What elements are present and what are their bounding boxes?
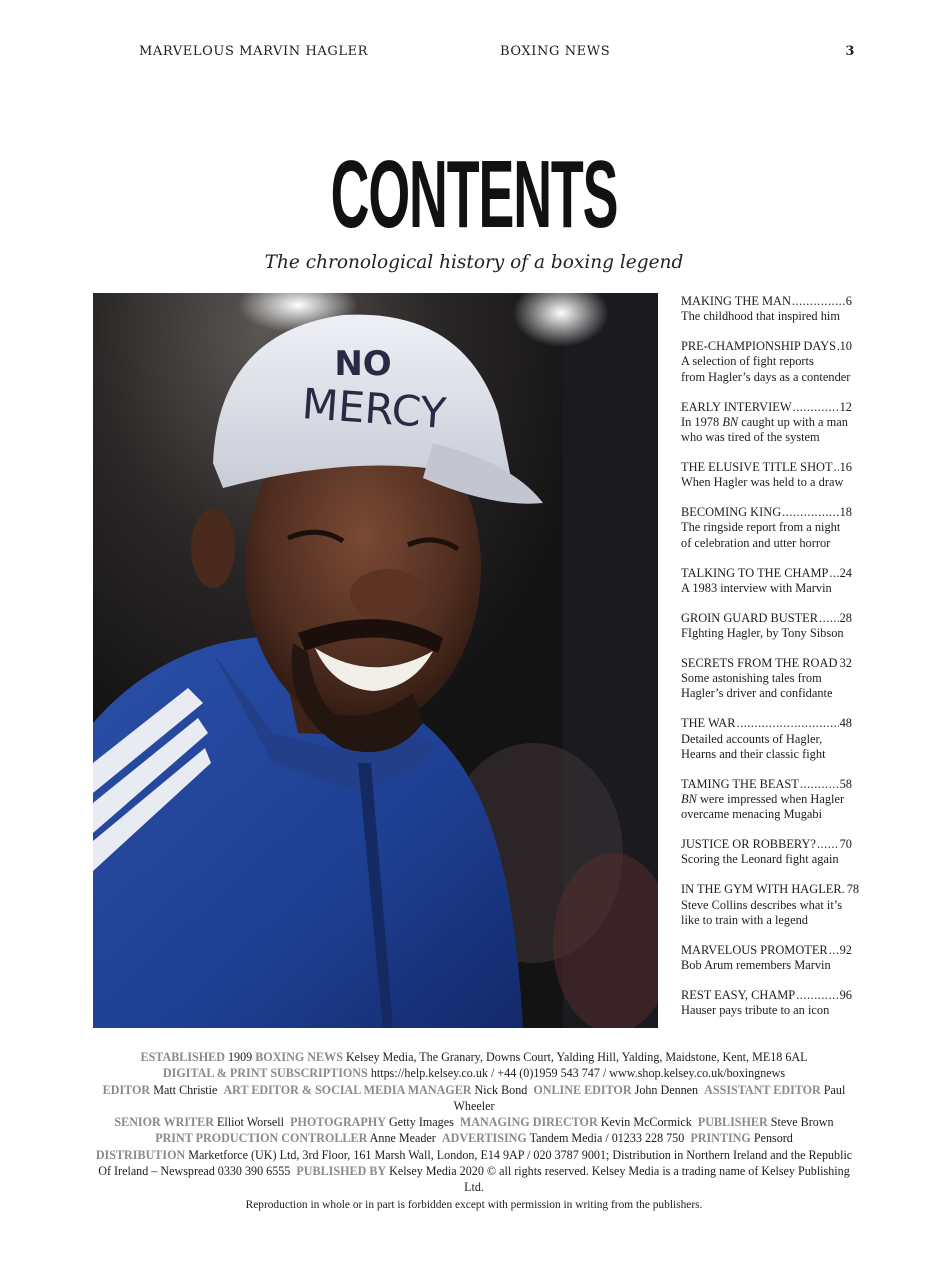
credit-label: DISTRIBUTION (95, 1147, 186, 1162)
credit-value: John Dennen (634, 1082, 699, 1097)
toc-entry-heading (681, 460, 852, 475)
toc-entry-description: Detailed accounts of Hagler, (681, 731, 823, 746)
toc-entry-description: from Hagler’s days as a contender (681, 369, 851, 384)
toc-leader-dots (782, 505, 838, 520)
credit-label: PUBLISHED BY (296, 1164, 387, 1179)
toc-entry-page: 10 (839, 339, 852, 354)
credits-block (93, 1049, 855, 1213)
toc-entry-title: PRE-CHAMPIONSHIP DAYS (681, 339, 837, 354)
credit-label: ONLINE EDITOR (533, 1082, 632, 1097)
toc-leader-dots (792, 294, 845, 309)
toc-leader-dots (817, 837, 839, 852)
toc-entry-title: EARLY INTERVIEW (681, 399, 792, 414)
table-of-contents (681, 294, 860, 1033)
credit-label: PRINTING (690, 1131, 751, 1146)
toc-entry-description: The ringside report from a night (681, 520, 841, 535)
toc-entry-title: THE ELUSIVE TITLE SHOT (681, 460, 833, 475)
toc-entry (681, 837, 852, 867)
toc-entry-heading (681, 988, 852, 1003)
toc-entry-heading (681, 611, 852, 626)
toc-entry-page: 18 (839, 505, 852, 520)
toc-entry-heading (681, 400, 852, 415)
toc-entry-page: 28 (839, 610, 852, 625)
toc-entry (681, 988, 852, 1018)
toc-entry-title: MAKING THE MAN (681, 294, 791, 308)
credit-label: MANAGING DIRECTOR (459, 1115, 598, 1130)
toc-entry-description: overcame menacing Mugabi (681, 807, 823, 822)
toc-entry (681, 460, 852, 490)
page-number: 3 (845, 44, 855, 59)
toc-entry-title: MARVELOUS PROMOTER (681, 942, 828, 957)
credit-value: Matt Christie (153, 1082, 218, 1097)
toc-entry (681, 882, 860, 928)
toc-leader-dots (819, 611, 839, 626)
toc-entry-page: 96 (839, 988, 852, 1003)
toc-entry-description: Some astonishing tales from (681, 671, 822, 686)
toc-entry-description: A 1983 interview with Marvin (681, 580, 832, 595)
toc-entry-page: 24 (839, 565, 852, 580)
toc-entry-description: FIghting Hagler, by Tony Sibson (681, 626, 844, 641)
toc-leader-dots (829, 566, 838, 581)
credit-value: Elliot Worsell (217, 1115, 285, 1130)
credit-label: BOXING NEWS (255, 1050, 343, 1064)
credit-label: PHOTOGRAPHY (290, 1115, 386, 1130)
toc-entry-page: 32 (839, 656, 852, 671)
toc-entry (681, 716, 852, 762)
credit-label: SENIOR WRITER (114, 1115, 214, 1130)
toc-entry (681, 566, 852, 596)
toc-entry-title: TAMING THE BEAST (681, 776, 799, 791)
toc-entry-description: Scoring the Leonard fight again (681, 852, 839, 867)
page-title: CONTENTS (330, 141, 618, 248)
credit-value: https://help.kelsey.co.uk / +44 (0)1959 543 747 / www.shop.kelsey.co.uk/boxingnews (370, 1066, 786, 1081)
toc-entry-description: Bob Arum remembers Marvin (681, 958, 831, 973)
toc-entry (681, 656, 852, 702)
toc-leader-dots (837, 339, 839, 354)
toc-entry-description: In 1978 BN caught up with a man (681, 414, 848, 429)
toc-entry-title: REST EASY, CHAMP (681, 988, 796, 1003)
toc-entry-description: The childhood that inspired him (681, 309, 840, 324)
toc-entry-page: 58 (839, 776, 852, 791)
toc-entry-description: A selection of fight reports (681, 354, 814, 369)
toc-entry-description: BN were impressed when Hagler (681, 792, 845, 807)
toc-entry-description: of celebration and utter horror (681, 535, 831, 550)
page-subtitle: The chronological history of a boxing legend (264, 252, 684, 273)
credit-value: Anne Meader (369, 1131, 436, 1146)
toc-entry-description: Steve Collins describes what it’s (681, 897, 843, 912)
credit-value: 1909 (228, 1050, 253, 1064)
credit-label: EDITOR (102, 1082, 151, 1097)
credit-value: Kevin McCormick (600, 1115, 692, 1130)
credit-value: Tandem Media / 01233 228 750 (529, 1131, 685, 1146)
toc-entry-title: TALKING TO THE CHAMP (681, 565, 829, 580)
toc-entry-title: JUSTICE OR ROBBERY? (681, 837, 816, 852)
running-header (139, 44, 855, 62)
cap-text-mercy: MERCY (300, 379, 448, 439)
credit-label: ADVERTISING (441, 1131, 527, 1146)
toc-entry-description: like to train with a legend (681, 912, 808, 927)
toc-entry-page: 16 (839, 460, 852, 475)
credit-value: Kelsey Media 2020 © all rights reserved. Kelsey Media is a trading name of Kelsey Publishing Ltd. (389, 1164, 850, 1195)
toc-entry-heading (681, 656, 852, 671)
toc-entry (681, 339, 852, 385)
toc-entry-description: Hagler’s driver and confidante (681, 686, 833, 701)
toc-entry-page: 12 (839, 399, 852, 414)
credit-value: Paul Wheeler (453, 1082, 846, 1113)
toc-entry-description: who was tired of the system (681, 430, 820, 445)
toc-entry-title: SECRETS FROM THE ROAD (681, 656, 838, 671)
toc-entry-heading (681, 716, 852, 731)
toc-entry (681, 777, 852, 823)
reproduction-notice: Reproduction in whole or in part is forbidden except with permission in writing from the publishers. (245, 1198, 703, 1211)
toc-entry-title: IN THE GYM WITH HAGLER. (681, 882, 845, 897)
toc-entry-heading (681, 505, 852, 520)
credit-label: PRINT PRODUCTION CONTROLLER (155, 1131, 368, 1146)
toc-leader-dots (800, 777, 839, 792)
toc-entry-description: Hauser pays tribute to an icon (681, 1003, 830, 1018)
credit-label: ART EDITOR & SOCIAL MEDIA MANAGER (223, 1082, 472, 1097)
credit-value: Getty Images (388, 1115, 454, 1130)
toc-entry-title: BECOMING KING (681, 505, 782, 520)
bn-abbreviation: BN (681, 792, 697, 807)
toc-entry-description: When Hagler was held to a draw (681, 475, 844, 490)
credit-value: Kelsey Media, The Granary, Downs Court, Yalding Hill, Yalding, Maidstone, Kent, ME18 6AL (345, 1050, 808, 1064)
toc-entry (681, 943, 852, 973)
toc-entry (681, 294, 852, 324)
toc-entry-title: THE WAR (681, 716, 736, 731)
toc-entry-heading (681, 294, 852, 309)
credit-label: ESTABLISHED (140, 1050, 225, 1064)
toc-entry (681, 505, 852, 551)
toc-entry-heading (681, 837, 852, 852)
toc-entry (681, 611, 852, 641)
bn-abbreviation: BN (722, 414, 739, 429)
credit-value: Steve Brown (770, 1115, 834, 1130)
toc-entry-heading (681, 777, 852, 792)
toc-entry (681, 400, 852, 446)
toc-entry-page: 6 (845, 294, 852, 308)
toc-leader-dots (793, 400, 839, 415)
toc-entry-description: Hearns and their classic fight (681, 746, 826, 761)
toc-entry-page: 92 (839, 942, 852, 957)
toc-leader-dots (737, 716, 839, 731)
toc-entry-page: 78 (846, 882, 860, 897)
credit-value: Pensord (753, 1131, 793, 1146)
header-publication: BOXING NEWS (500, 44, 611, 59)
hagler-photo (93, 293, 658, 1028)
cap-text-no: NO (334, 344, 392, 384)
toc-leader-dots (796, 988, 838, 1003)
toc-entry-heading (681, 882, 860, 897)
toc-entry-heading (681, 566, 852, 581)
toc-entry-heading (681, 339, 852, 354)
toc-leader-dots (829, 943, 839, 958)
toc-entry-page: 48 (839, 716, 852, 731)
credit-label: DIGITAL & PRINT SUBSCRIPTIONS (162, 1066, 368, 1081)
header-magazine-title: MARVELOUS MARVIN HAGLER (139, 44, 369, 59)
credit-value: Marketforce (UK) Ltd, 3rd Floor, 161 Marsh Wall, London, E14 9AP / 020 3787 9001; Distribution in Northern Ireland and the Republic Of Ireland – Newspread 0330 390 6555 (98, 1147, 853, 1179)
toc-entry-heading (681, 943, 852, 958)
credit-label: ASSISTANT EDITOR (704, 1082, 821, 1097)
toc-entry-page: 70 (839, 837, 852, 852)
toc-leader-dots (834, 460, 839, 475)
credit-value: Nick Bond (474, 1082, 528, 1097)
credit-label: PUBLISHER (697, 1115, 768, 1130)
toc-entry-title: GROIN GUARD BUSTER (681, 610, 818, 625)
